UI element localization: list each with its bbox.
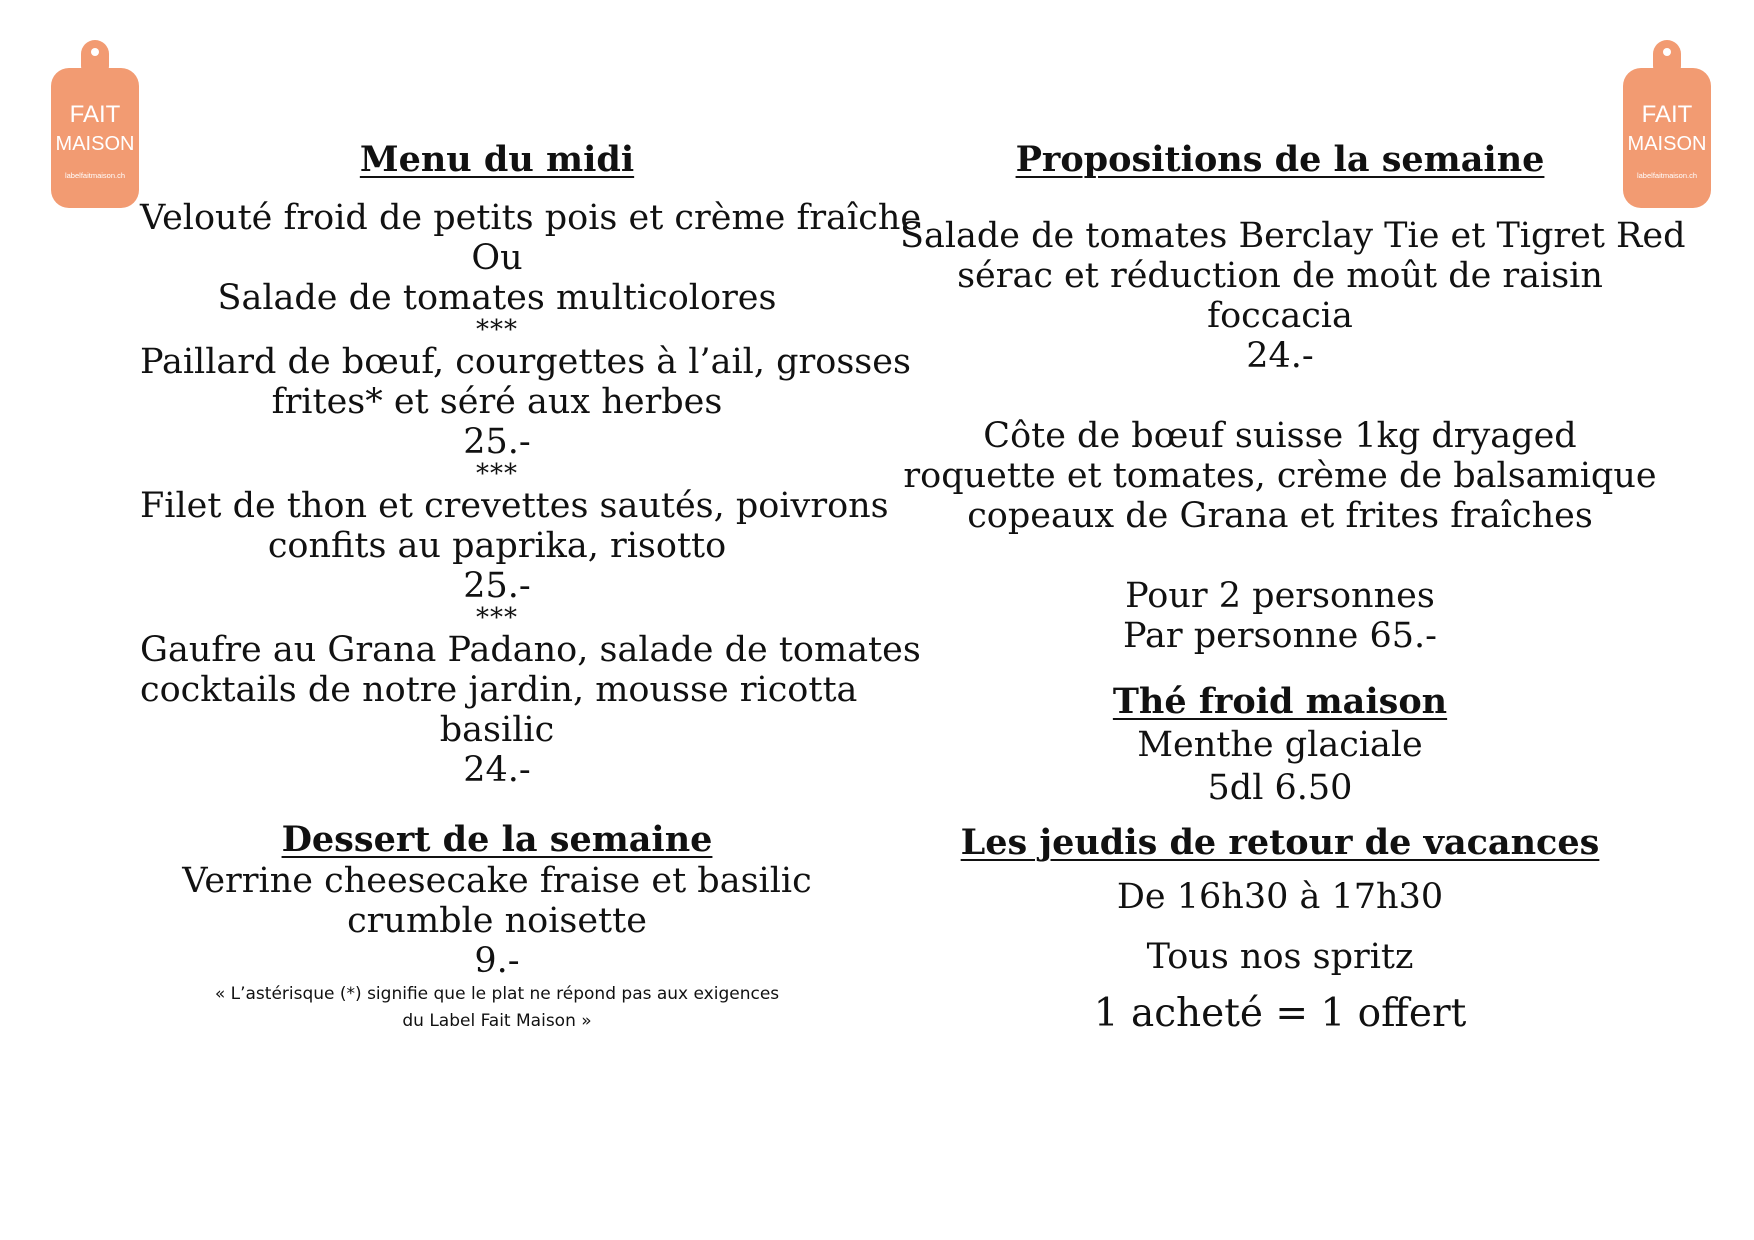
dessert-line-2: crumble noisette	[347, 900, 647, 941]
dish-3-line-2: cocktails de notre jardin, mousse ricotta	[140, 670, 858, 711]
separator: ***	[476, 603, 518, 634]
dish-1-price: 25.-	[463, 422, 531, 463]
logo-url: labelfaitmaison.ch	[64, 171, 126, 180]
prop-1-line-1: Salade de tomates Berclay Tie et Tigret Red	[900, 216, 1686, 257]
promo-item: Tous nos spritz	[1146, 936, 1414, 977]
promo-heading: Les jeudis de retour de vacances	[960, 821, 1600, 863]
prop-1-price: 24.-	[1246, 336, 1314, 377]
dessert-price: 9.-	[474, 940, 520, 981]
separator: ***	[476, 459, 518, 490]
logo-text-maison: MAISON	[1627, 133, 1707, 155]
tea-price: 5dl 6.50	[1207, 767, 1353, 808]
starter-2: Salade de tomates multicolores	[217, 278, 777, 319]
cutting-board-logo-icon	[48, 38, 142, 210]
logo-text-fait: FAIT	[69, 101, 121, 128]
prop-1-line-3: foccacia	[1207, 296, 1353, 337]
prop-2-line-2: roquette et tomates, crème de balsamique	[903, 456, 1657, 497]
menu-du-midi-column	[140, 139, 922, 1035]
fait-maison-logo-left	[48, 38, 142, 210]
promo-offer: 1 acheté = 1 offert	[1093, 990, 1467, 1036]
asterisk-note-line-1: « L’astérisque (*) signifie que le plat ne répond pas aux exigences	[214, 983, 780, 1004]
menu-heading: Menu du midi	[359, 139, 635, 180]
dish-3-line-1: Gaufre au Grana Padano, salade de tomates	[140, 630, 921, 671]
dish-1-line-2: frites* et séré aux herbes	[271, 382, 723, 423]
starter-1: Velouté froid de petits pois et crème fraîche	[140, 198, 922, 239]
dish-3-line-3: basilic	[439, 710, 555, 751]
dish-2-price: 25.-	[463, 566, 531, 607]
dessert-heading: Dessert de la semaine	[281, 819, 713, 861]
logo-url: labelfaitmaison.ch	[1636, 171, 1698, 180]
separator: ***	[476, 315, 518, 346]
tea-heading: Thé froid maison	[1112, 681, 1448, 723]
prop-2-line-3: copeaux de Grana et frites fraîches	[967, 496, 1593, 537]
promo-time: De 16h30 à 17h30	[1116, 876, 1444, 917]
prop-1-line-2: sérac et réduction de moût de raisin	[957, 256, 1603, 297]
logo-text-fait: FAIT	[1641, 101, 1693, 128]
dish-2-line-1: Filet de thon et crevettes sautés, poivrons	[140, 486, 889, 527]
prop-2-line-4: Pour 2 personnes	[1125, 576, 1435, 617]
prop-2-line-1: Côte de bœuf suisse 1kg dryaged	[983, 416, 1577, 457]
dessert-line-1: Verrine cheesecake fraise et basilic	[182, 860, 812, 901]
asterisk-note-line-2: du Label Fait Maison »	[402, 1010, 592, 1031]
dish-1-line-1: Paillard de bœuf, courgettes à l’ail, grosses	[140, 342, 911, 383]
or-label: Ou	[471, 238, 523, 279]
tea-flavor: Menthe glaciale	[1137, 724, 1423, 765]
dish-3-price: 24.-	[463, 750, 531, 791]
logo-text-maison: MAISON	[55, 133, 135, 155]
dish-2-line-2: confits au paprika, risotto	[267, 526, 727, 567]
propositions-heading: Propositions de la semaine	[1015, 139, 1545, 180]
prop-2-line-5: Par personne 65.-	[1123, 616, 1437, 657]
